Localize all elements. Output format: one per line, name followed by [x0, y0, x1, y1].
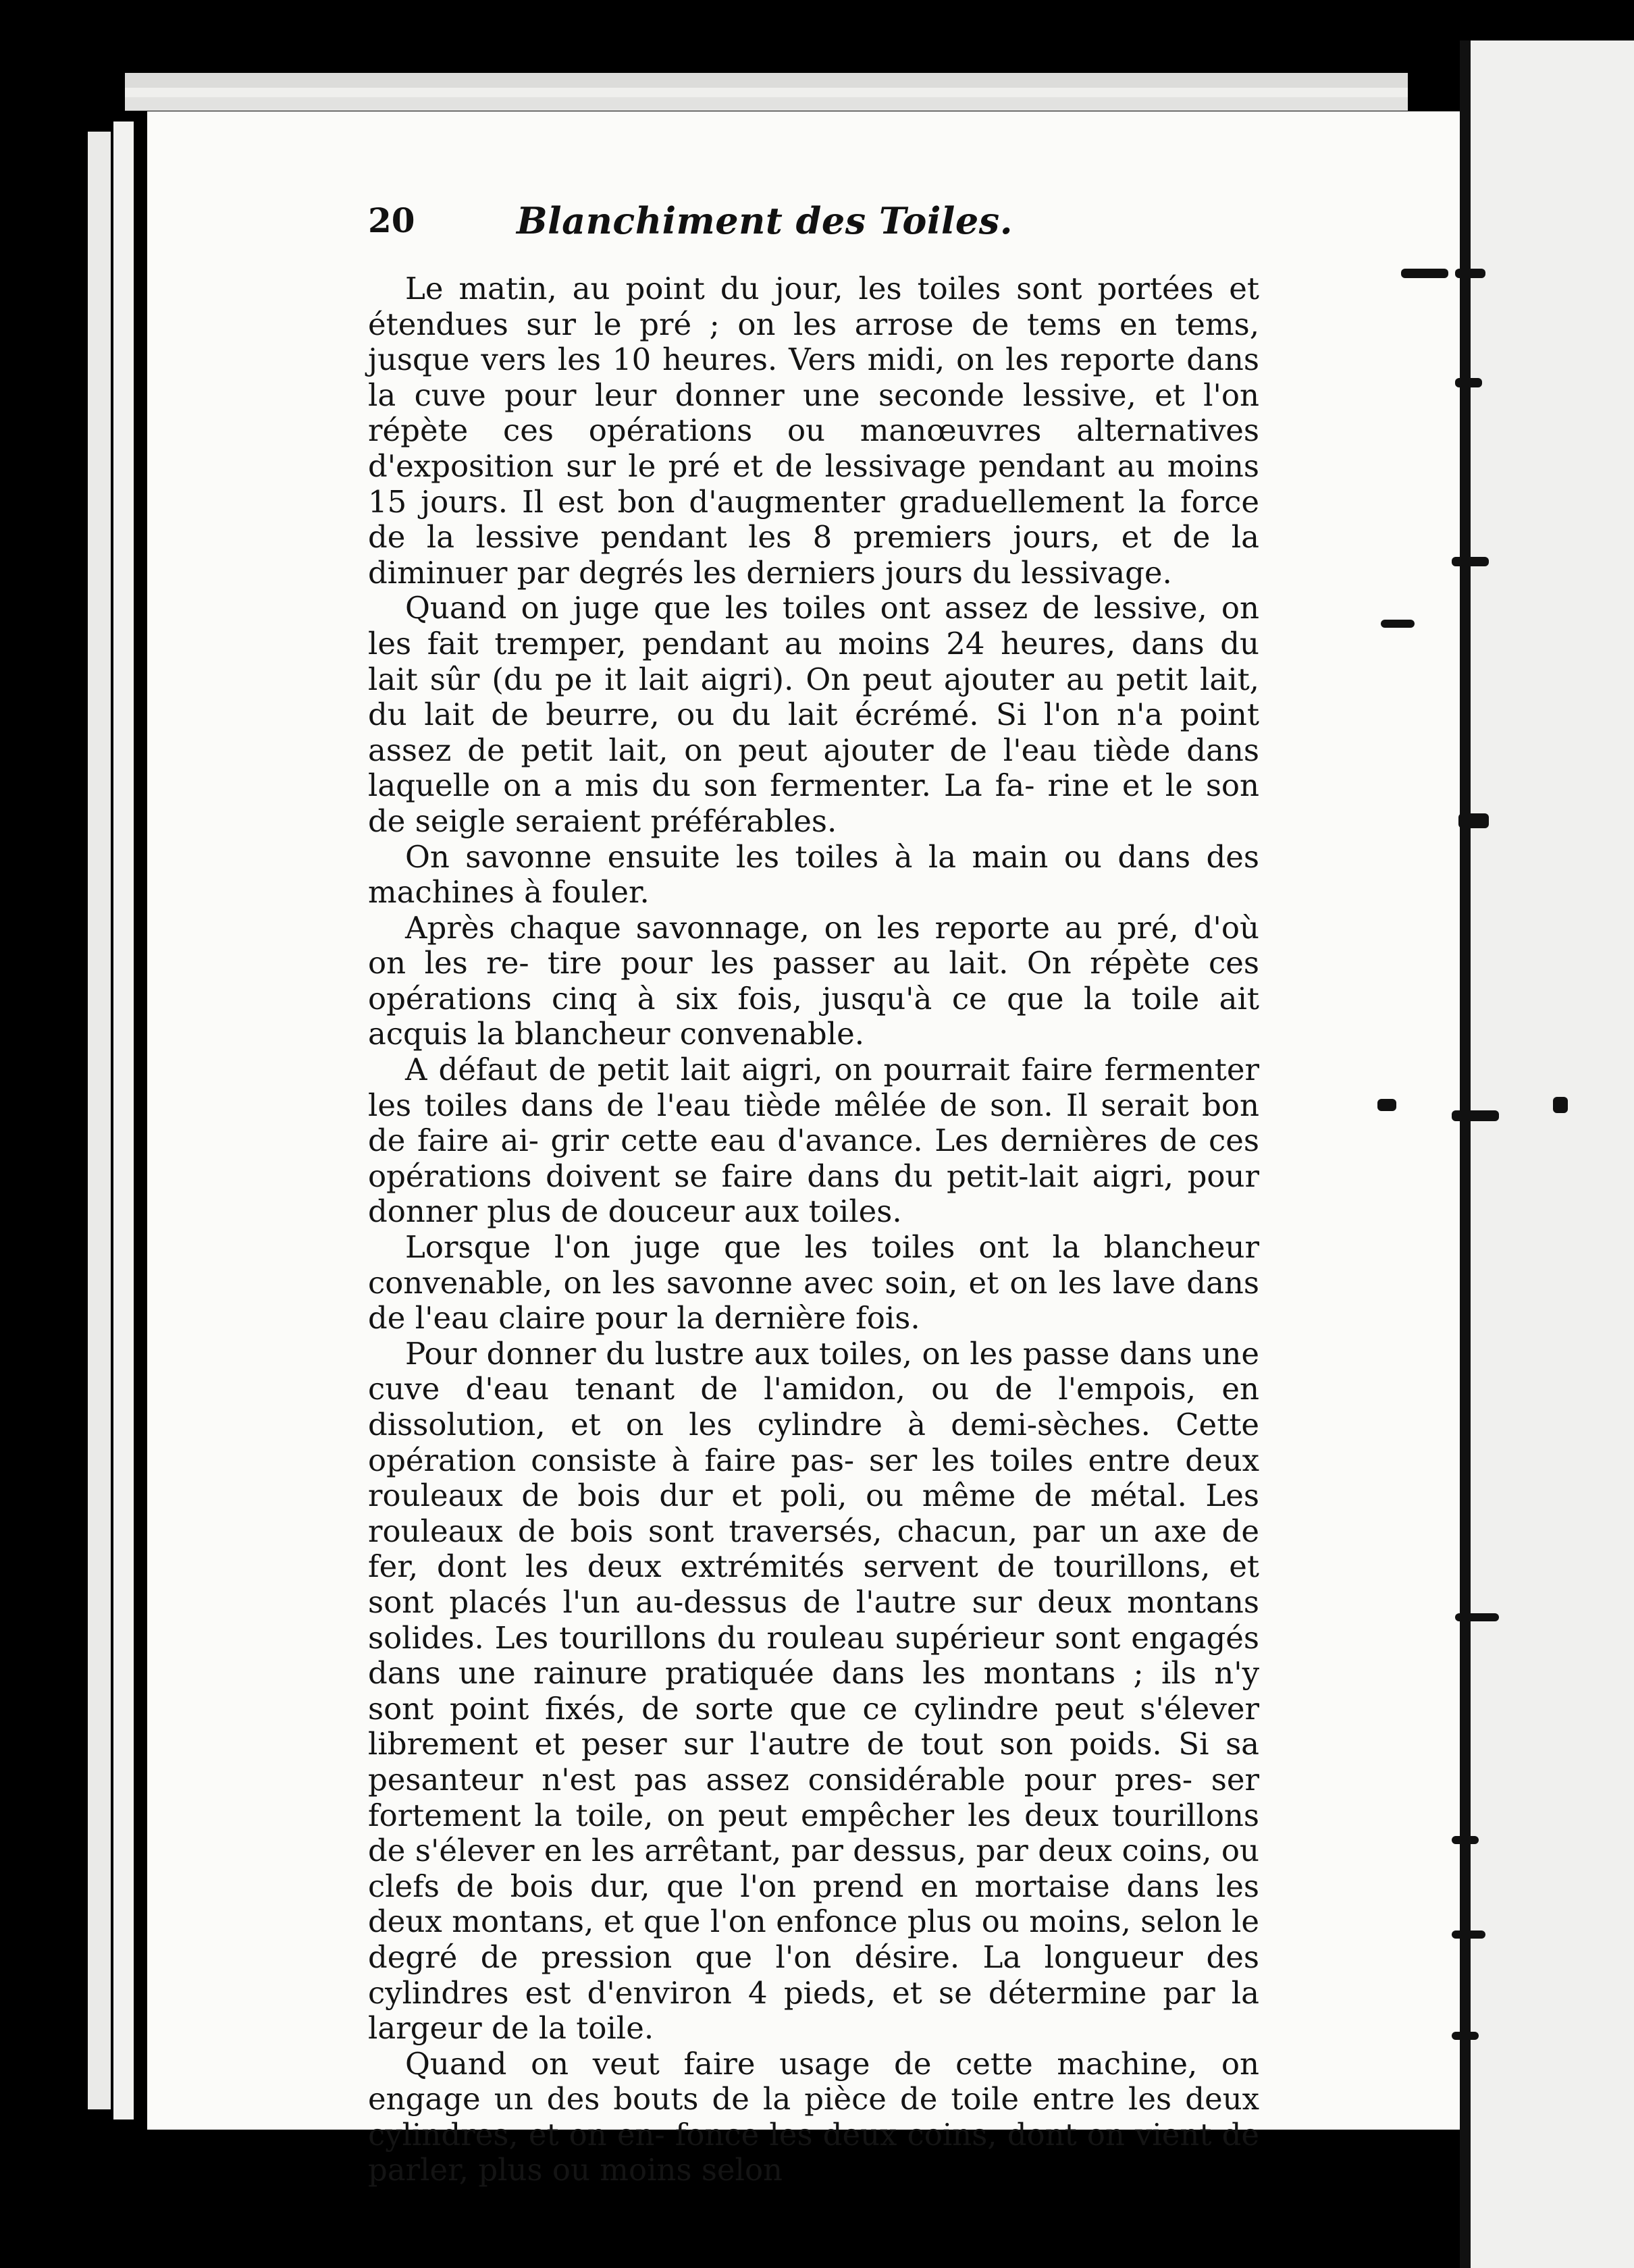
paragraph: Pour donner du lustre aux toiles, on les passe dans une cuve d'eau tenant de l'amidon, ou de l'empois, en dissolution, et on les cylindre à demi-sèches. Cette opération consiste à faire pas- ser les toiles entre deux rouleaux de bois dur et poli, ou même de métal. Les rouleaux de bois sont traversés, chacun, par un axe de fer, dont les deux extrémités servent de tourillons, et sont placés l'un au-dessus de l'autre sur deux montans solides. Les tourillons du rouleau supérieur sont engagés dans une rainure pratiquée dans les montans ; ils n'y sont point fixés, de sorte que ce cylindre peut s'élever librement et peser sur l'autre de tout son poids. Si sa pesanteur n'est pas assez considérable pour pres- ser fortement la toile, on peut empêcher les deux tourillons de s'élever en les arrêtant, par dessus, par deux coins, ou clefs de bois dur, que l'on prend en mortaise dans les deux montans, et que l'on enfonce plus ou moins, selon le degré de pression que l'on désire. La longueur des cylindres est d'environ 4 pieds, et se détermine par la largeur de la toile.	[368, 1335, 1259, 2047]
paragraph: A défaut de petit lait aigri, on pourrait faire fermenter les toiles dans de l'eau tiède mêlée de son. Il serait bon de faire ai- grir cette eau d'avance. Les dernières de ces opérations doivent se faire dans du petit-lait aigri, pour donner plus de douceur aux toiles.	[368, 1052, 1259, 1230]
paragraph: Le matin, au point du jour, les toiles sont portées et étendues sur le pré ; on les arrose de tems en tems, jusque vers les 10 heures. Vers midi, on les reporte dans la cuve pour leur donner une seconde lessive, et l'on répète ces opérations ou manœuvres alternatives d'exposition sur le pré et de lessivage pendant au moins 15 jours. Il est bon d'augmenter graduellement la force de la lessive pendant les 8 premiers jours, et de la diminuer par degrés les derniers jours du lessivage.	[368, 271, 1259, 591]
binding-stitch	[1401, 269, 1448, 278]
binding-stitch	[1455, 269, 1485, 278]
page-edge-top	[125, 97, 1408, 111]
binding-stitch	[1553, 1097, 1568, 1113]
page-edge-top	[125, 88, 1408, 97]
page-edge-left	[88, 132, 111, 2109]
binding-stitch	[1452, 2032, 1479, 2040]
page-number: 20	[368, 200, 415, 240]
binding-stitch	[1455, 378, 1482, 387]
binding-stitch	[1452, 1836, 1479, 1844]
running-header	[368, 197, 1013, 244]
page-edge-left	[113, 122, 134, 2120]
running-title: Blanchiment des Toiles.	[517, 199, 1013, 242]
binding-stitch	[1377, 1099, 1396, 1111]
binding-stitch	[1455, 1613, 1499, 1621]
paragraph: Après chaque savonnage, on les reporte au pré, d'où on les re- tire pour les passer au lait. On répète ces opérations cinq à six fois, jusqu'à ce que la toile ait acquis la blancheur convenable.	[368, 909, 1259, 1052]
paragraph: On savonne ensuite les toiles à la main ou dans des machines à fouler.	[368, 838, 1259, 911]
paragraph: Quand on veut faire usage de cette machine, on engage un des bouts de la pièce de toile entre les deux cylindres, et on en- fonce les deux coins, dont on vient de parler, plus ou moins selon	[368, 2045, 1259, 2188]
binding-stitch	[1458, 813, 1489, 828]
binding-stitch	[1381, 620, 1415, 628]
paragraph: Quand on juge que les toiles ont assez de lessive, on les fait tremper, pendant au moins 24 heures, dans du lait sûr (du pe it lait aigri). On peut ajouter au petit lait, du lait de beurre, ou du lait écrémé. Si l'on n'a point assez de petit lait, on peut ajouter de l'eau tiède dans laquelle on a mis du son fermenter. La fa- rine et le son de seigle seraient préférables.	[368, 590, 1259, 839]
page-edge-top	[125, 73, 1408, 88]
binding-stitch	[1452, 1110, 1499, 1121]
facing-page-edge	[1469, 40, 1634, 2268]
paragraph: Lorsque l'on juge que les toiles ont la blancheur convenable, on les savonne avec soin, et on les lave dans de l'eau claire pour la dernière fois.	[368, 1229, 1259, 1336]
binding-thread	[1467, 1120, 1470, 2099]
body-text	[368, 271, 1259, 2188]
binding-stitch	[1452, 557, 1489, 566]
